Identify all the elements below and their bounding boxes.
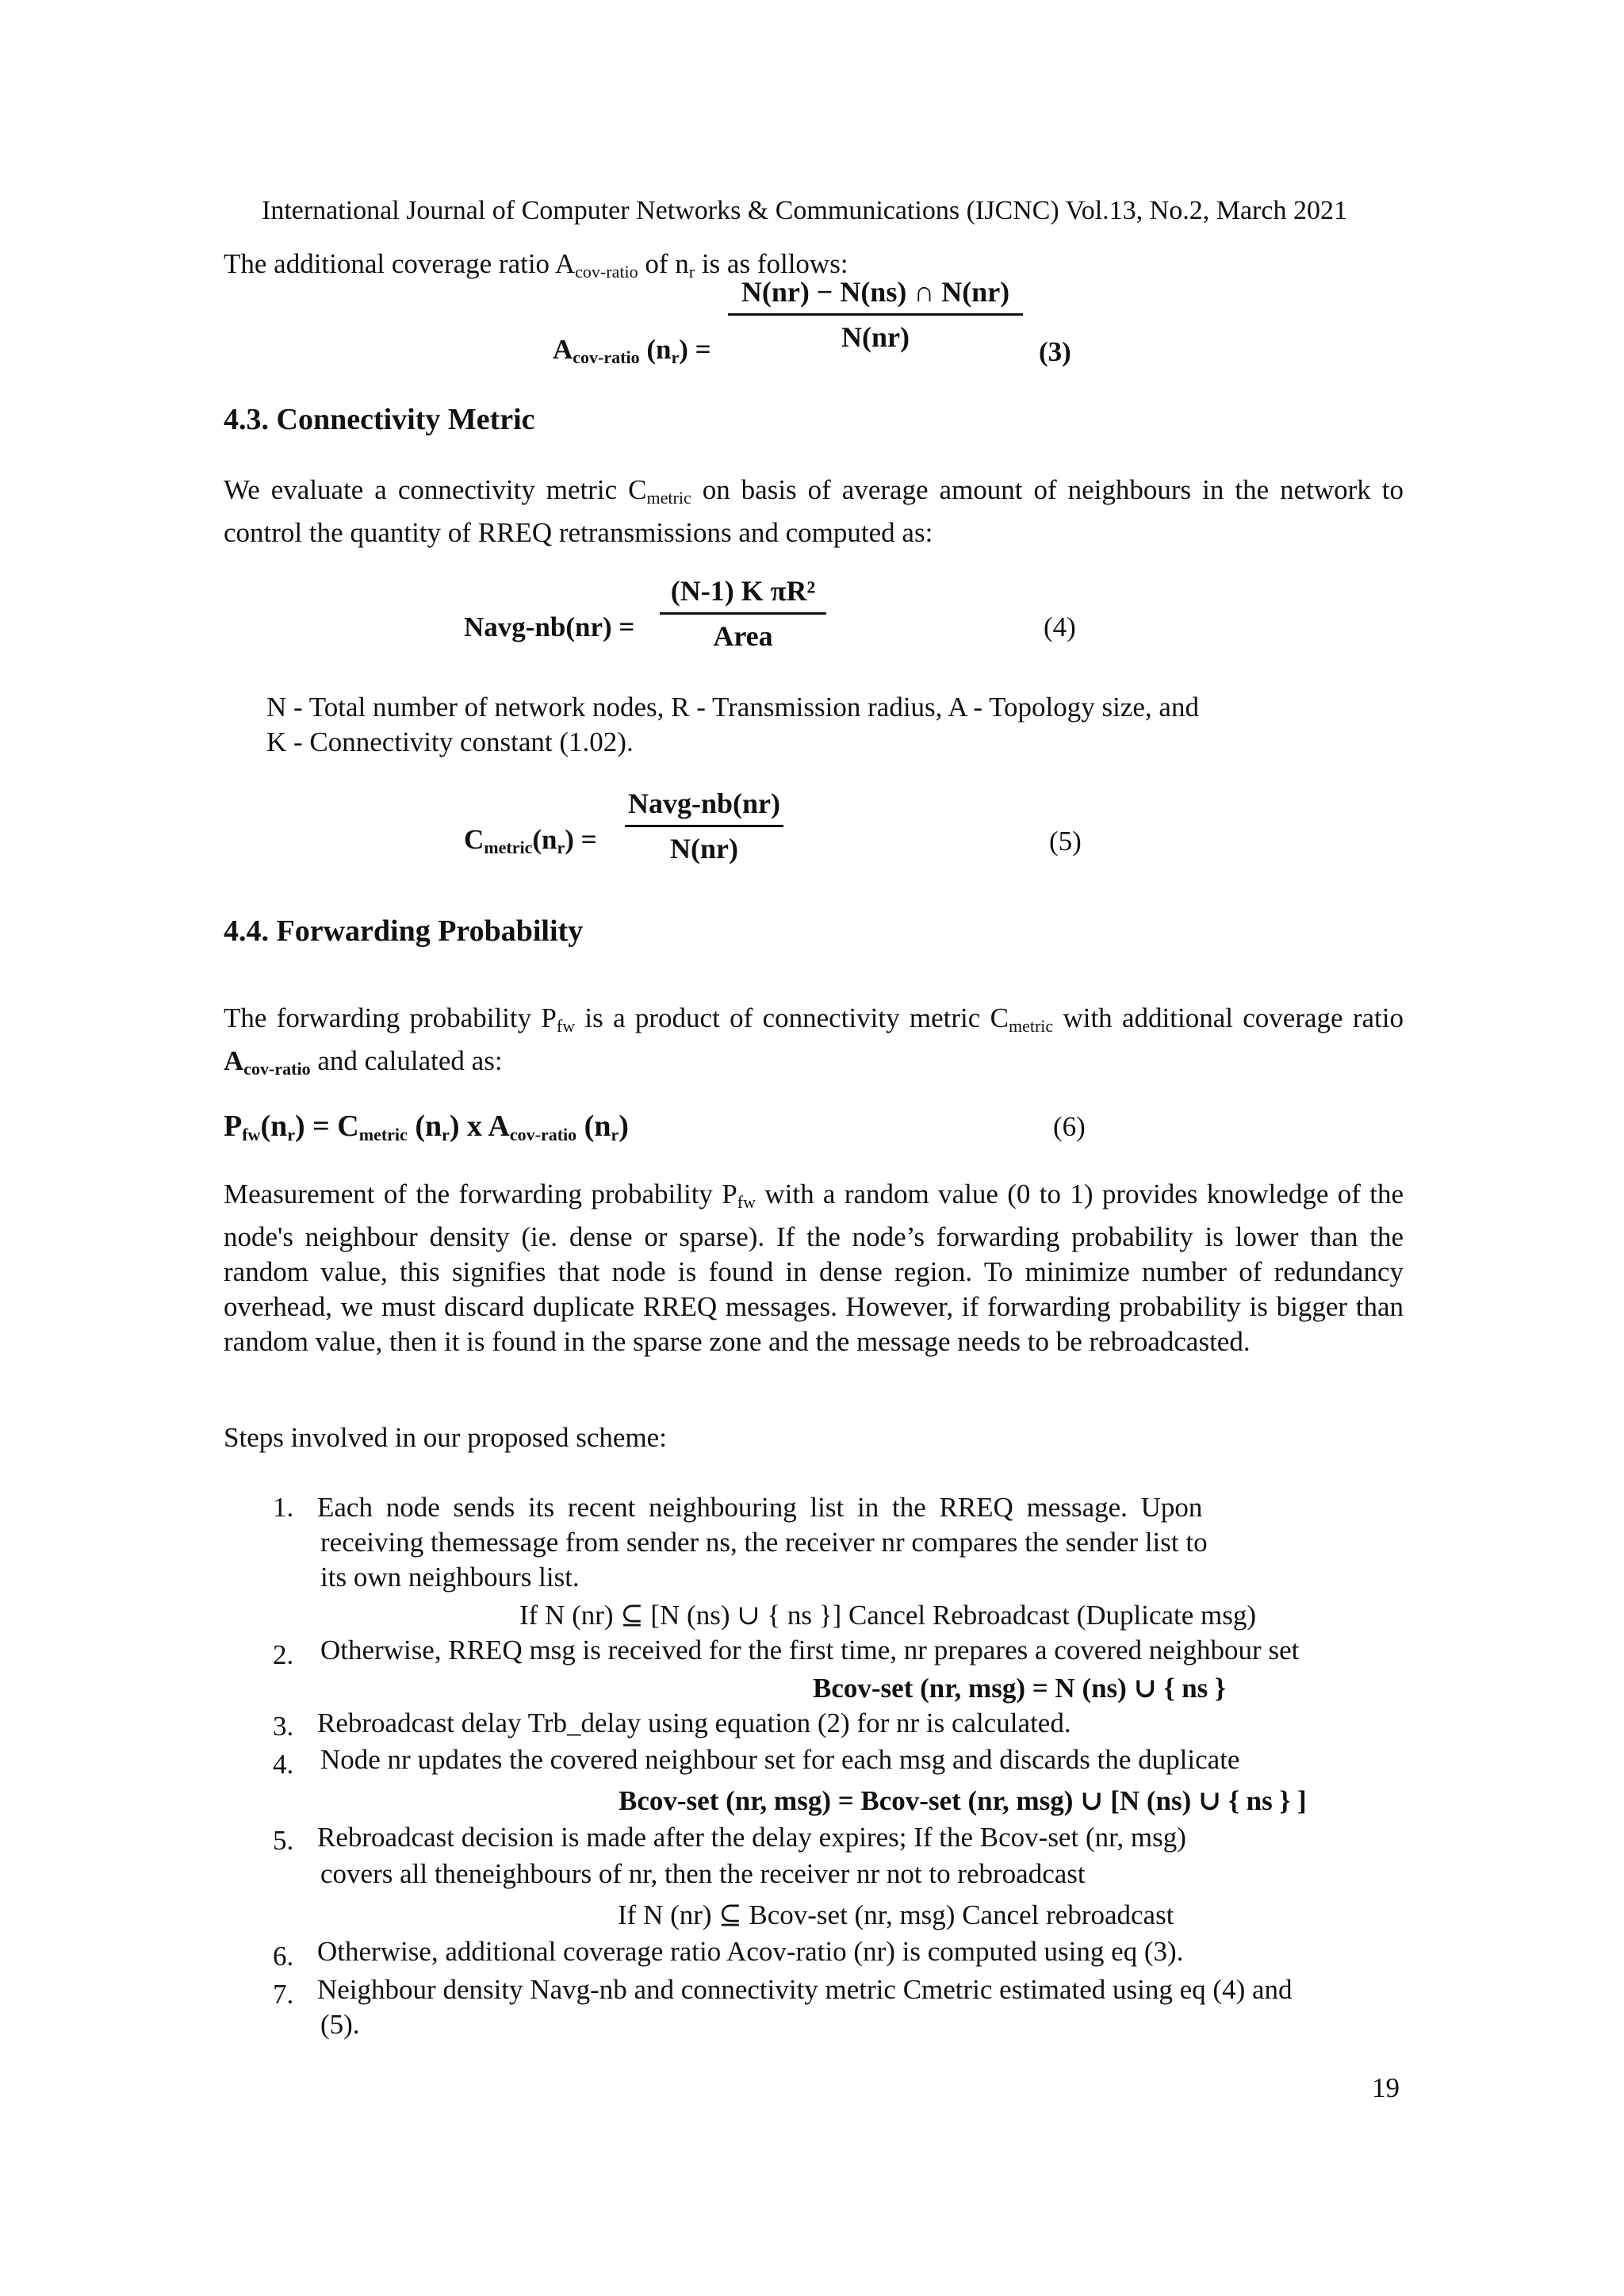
step-7-line-1: Neighbour density Navg-nb and connectivity metric Cmetric estimated using eq (4) and xyxy=(317,1974,1293,2005)
step-2-line-1: Otherwise, RREQ msg is received for the first time, nr prepares a covered neighbour set xyxy=(320,1635,1300,1665)
section-4-4-title: 4.4. Forwarding Probability xyxy=(224,914,584,948)
intro-text-c: is as follows: xyxy=(695,248,848,279)
intro-text-a: The additional coverage ratio A xyxy=(224,248,576,279)
step-3-line-1: Rebroadcast delay Trb_delay using equation (2) for nr is calculated. xyxy=(317,1708,1071,1738)
step-5-line-2: covers all theneighbours of nr, then the receiver nr not to rebroadcast xyxy=(320,1858,1086,1889)
eq6-label: (6) xyxy=(1053,1111,1086,1142)
step-2-equation: Bcov-set (nr, msg) = N (ns) ∪ { ns } xyxy=(813,1673,1226,1704)
page-number: 19 xyxy=(1372,2072,1400,2103)
section-4-3-title: 4.3. Connectivity Metric xyxy=(224,403,535,436)
paragraph-connectivity: We evaluate a connectivity metric $C_{metric}$ on basis of average amount of neighbours in the network to control the quantity of RREQ retransmissions and computed as: xyxy=(224,474,1404,548)
definitions-line-2: K - Connectivity constant (1.02). xyxy=(266,726,634,757)
eq3-fraction xyxy=(728,274,1023,355)
step-6-line-1: Otherwise, additional coverage ratio Acov-ratio (nr) is computed using eq (3). xyxy=(317,1936,1184,1967)
running-header: International Journal of Computer Networks & Communications (IJCNC) Vol.13, No.2, March 2021 xyxy=(262,196,1347,225)
paragraph-measurement: Measurement of the forwarding probability $P_{fw}$ with a random value (0 to 1) provides knowledge of the node's neighbour density (ie. dense or sparse). If the node’s forwarding probability is lower than the random value, this signifies that node is found in dense region. To minimize number of redundancy overhead, we must discard duplicate RREQ messages. However, if forwarding probability is bigger than random value, then it is found in the sparse zone and the message needs to be rebroadcasted. xyxy=(224,1179,1404,1357)
steps-intro: Steps involved in our proposed scheme: xyxy=(224,1422,667,1453)
step-7-number: 7. xyxy=(273,1979,294,2010)
step-4-equation: Bcov-set (nr, msg) = Bcov-set (nr, msg) ∪ [N (ns) ∪ { ns } ] xyxy=(619,1785,1307,1816)
eq5-fraction xyxy=(625,785,783,867)
step-5-condition: If N (nr) ⊆ Bcov-set (nr, msg) Cancel rebroadcast xyxy=(618,1899,1174,1930)
eq4-lhs: Navg-nb(nr) = xyxy=(464,611,635,642)
eq3-numerator: N(nr) − N(ns) ∩ N(nr) xyxy=(741,276,1010,308)
eq4-fraction xyxy=(660,573,826,654)
eq4-numerator: (N-1) K πR² xyxy=(670,575,816,607)
eq3-fraction-bar xyxy=(728,313,1023,316)
step-1-condition: If N (nr) ⊆ [N (ns) ∪ { ns }] Cancel Rebroadcast (Duplicate msg) xyxy=(519,1600,1257,1631)
eq5-denominator: N(nr) xyxy=(670,833,738,864)
paragraph-forwarding: The forwarding probability $P_{fw}$ is a product of connectivity metric $C_{metric}$ with additional coverage ratio Acov-ratio and calulated as: xyxy=(224,1002,1404,1079)
eq6-formula: Pfw(nr) = Cmetric (nr) x Acov-ratio (nr) xyxy=(224,1110,629,1144)
eq3-label: (3) xyxy=(1039,336,1071,367)
eq3-denominator: N(nr) xyxy=(841,321,910,353)
eq5-fraction-bar xyxy=(625,825,783,827)
step-1-line-1: Each node sends its recent neighbouring list in the RREQ message. Upon xyxy=(317,1492,1203,1523)
eq4-fraction-bar xyxy=(660,612,826,615)
step-4-line-1: Node nr updates the covered neighbour set for each msg and discards the duplicate xyxy=(320,1744,1240,1775)
step-5-line-1: Rebroadcast decision is made after the delay expires; If the Bcov-set (nr, msg) xyxy=(317,1822,1186,1853)
step-1-line-2: receiving themessage from sender ns, the receiver nr compares the sender list to xyxy=(320,1527,1208,1558)
step-1-number: 1. xyxy=(273,1492,294,1523)
step-2-number: 2. xyxy=(273,1639,294,1670)
step-5-number: 5. xyxy=(273,1825,294,1856)
intro-sub: cov-ratio xyxy=(575,262,638,282)
step-6-number: 6. xyxy=(273,1941,294,1972)
intro-text-b: of n xyxy=(638,248,689,279)
step-7-line-2: (5). xyxy=(320,2009,360,2040)
eq4-denominator: Area xyxy=(713,620,773,652)
definitions-line-1: N - Total number of network nodes, R - Transmission radius, A - Topology size, and xyxy=(266,692,1199,723)
eq4-label: (4) xyxy=(1044,611,1076,642)
eq5-lhs: Cmetric(nr) = xyxy=(464,824,597,857)
eq3-lhs: Acov-ratio (nr) = xyxy=(553,334,711,367)
intro-sub2: r xyxy=(688,262,695,282)
eq5-numerator: Navg-nb(nr) xyxy=(627,788,780,819)
step-3-number: 3. xyxy=(273,1711,294,1742)
step-4-number: 4. xyxy=(273,1749,294,1780)
eq5-label: (5) xyxy=(1049,826,1082,857)
step-1-line-3: its own neighbours list. xyxy=(320,1562,580,1593)
